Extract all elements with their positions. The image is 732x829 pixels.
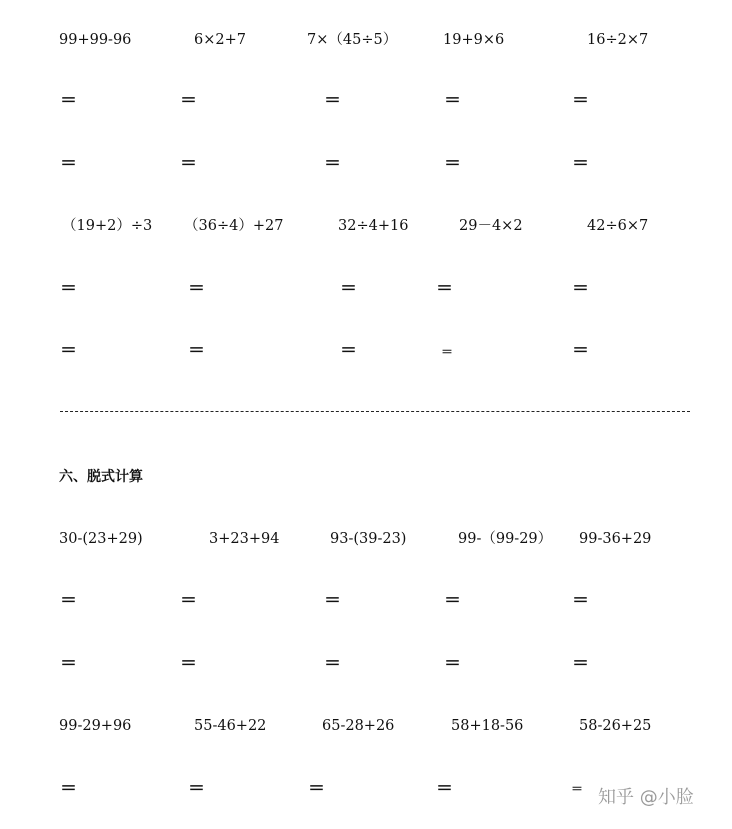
equals-sign: ＝ xyxy=(188,341,205,361)
equals-sign: ＝ xyxy=(572,591,589,611)
expression-b1-1: 30-(23+29) xyxy=(59,531,143,547)
equals-sign: ＝ xyxy=(180,654,197,674)
equals-sign: ＝ xyxy=(60,654,77,674)
section-heading: 六、脱式计算 xyxy=(59,469,143,485)
expression-a2-2: （36÷4）+27 xyxy=(184,218,284,234)
equals-sign: ＝ xyxy=(436,279,453,299)
equals-sign: ＝ xyxy=(60,591,77,611)
equals-sign: ＝ xyxy=(180,91,197,111)
equals-sign: ＝ xyxy=(188,279,205,299)
expression-b1-5: 99-36+29 xyxy=(579,531,652,547)
equals-sign: ＝ xyxy=(444,91,461,111)
equals-sign: ＝ xyxy=(444,154,461,174)
expression-a1-5: 16÷2×7 xyxy=(587,32,649,48)
equals-sign: ＝ xyxy=(324,154,341,174)
expression-a2-3: 32÷4+16 xyxy=(338,218,409,234)
equals-sign: ＝ xyxy=(60,779,77,799)
equals-sign: ＝ xyxy=(324,591,341,611)
expression-b2-1: 99-29+96 xyxy=(59,718,132,734)
expression-b1-3: 93-(39-23) xyxy=(330,531,407,547)
equals-sign: ＝ xyxy=(441,345,454,359)
equals-sign: ＝ xyxy=(572,341,589,361)
equals-sign: ＝ xyxy=(571,782,584,796)
equals-sign: ＝ xyxy=(180,591,197,611)
equals-sign: ＝ xyxy=(444,591,461,611)
expression-a2-1: （19+2）÷3 xyxy=(62,218,153,234)
expression-b1-4: 99-（99-29） xyxy=(458,531,553,547)
equals-sign: ＝ xyxy=(572,154,589,174)
equals-sign: ＝ xyxy=(308,779,325,799)
watermark: 知乎 @小脸 xyxy=(598,787,694,808)
expression-a1-2: 6×2+7 xyxy=(194,32,246,48)
equals-sign: ＝ xyxy=(60,341,77,361)
equals-sign: ＝ xyxy=(188,779,205,799)
expression-a1-1: 99+99-96 xyxy=(59,32,132,48)
equals-sign: ＝ xyxy=(60,91,77,111)
equals-sign: ＝ xyxy=(340,279,357,299)
expression-a1-4: 19+9×6 xyxy=(443,32,505,48)
equals-sign: ＝ xyxy=(444,654,461,674)
expression-a2-5: 42÷6×7 xyxy=(587,218,649,234)
expression-b2-2: 55-46+22 xyxy=(194,718,267,734)
equals-sign: ＝ xyxy=(60,154,77,174)
equals-sign: ＝ xyxy=(340,341,357,361)
expression-b1-2: 3+23+94 xyxy=(209,531,280,547)
equals-sign: ＝ xyxy=(572,91,589,111)
expression-b2-4: 58+18-56 xyxy=(451,718,524,734)
equals-sign: ＝ xyxy=(572,279,589,299)
expression-b2-3: 65-28+26 xyxy=(322,718,395,734)
equals-sign: ＝ xyxy=(572,654,589,674)
expression-a2-4: 29－4×2 xyxy=(459,218,523,234)
equals-sign: ＝ xyxy=(436,779,453,799)
equals-sign: ＝ xyxy=(324,654,341,674)
equals-sign: ＝ xyxy=(60,279,77,299)
equals-sign: ＝ xyxy=(180,154,197,174)
equals-sign: ＝ xyxy=(324,91,341,111)
expression-b2-5: 58-26+25 xyxy=(579,718,652,734)
dashed-separator xyxy=(60,411,690,412)
expression-a1-3: 7×（45÷5） xyxy=(307,32,398,48)
